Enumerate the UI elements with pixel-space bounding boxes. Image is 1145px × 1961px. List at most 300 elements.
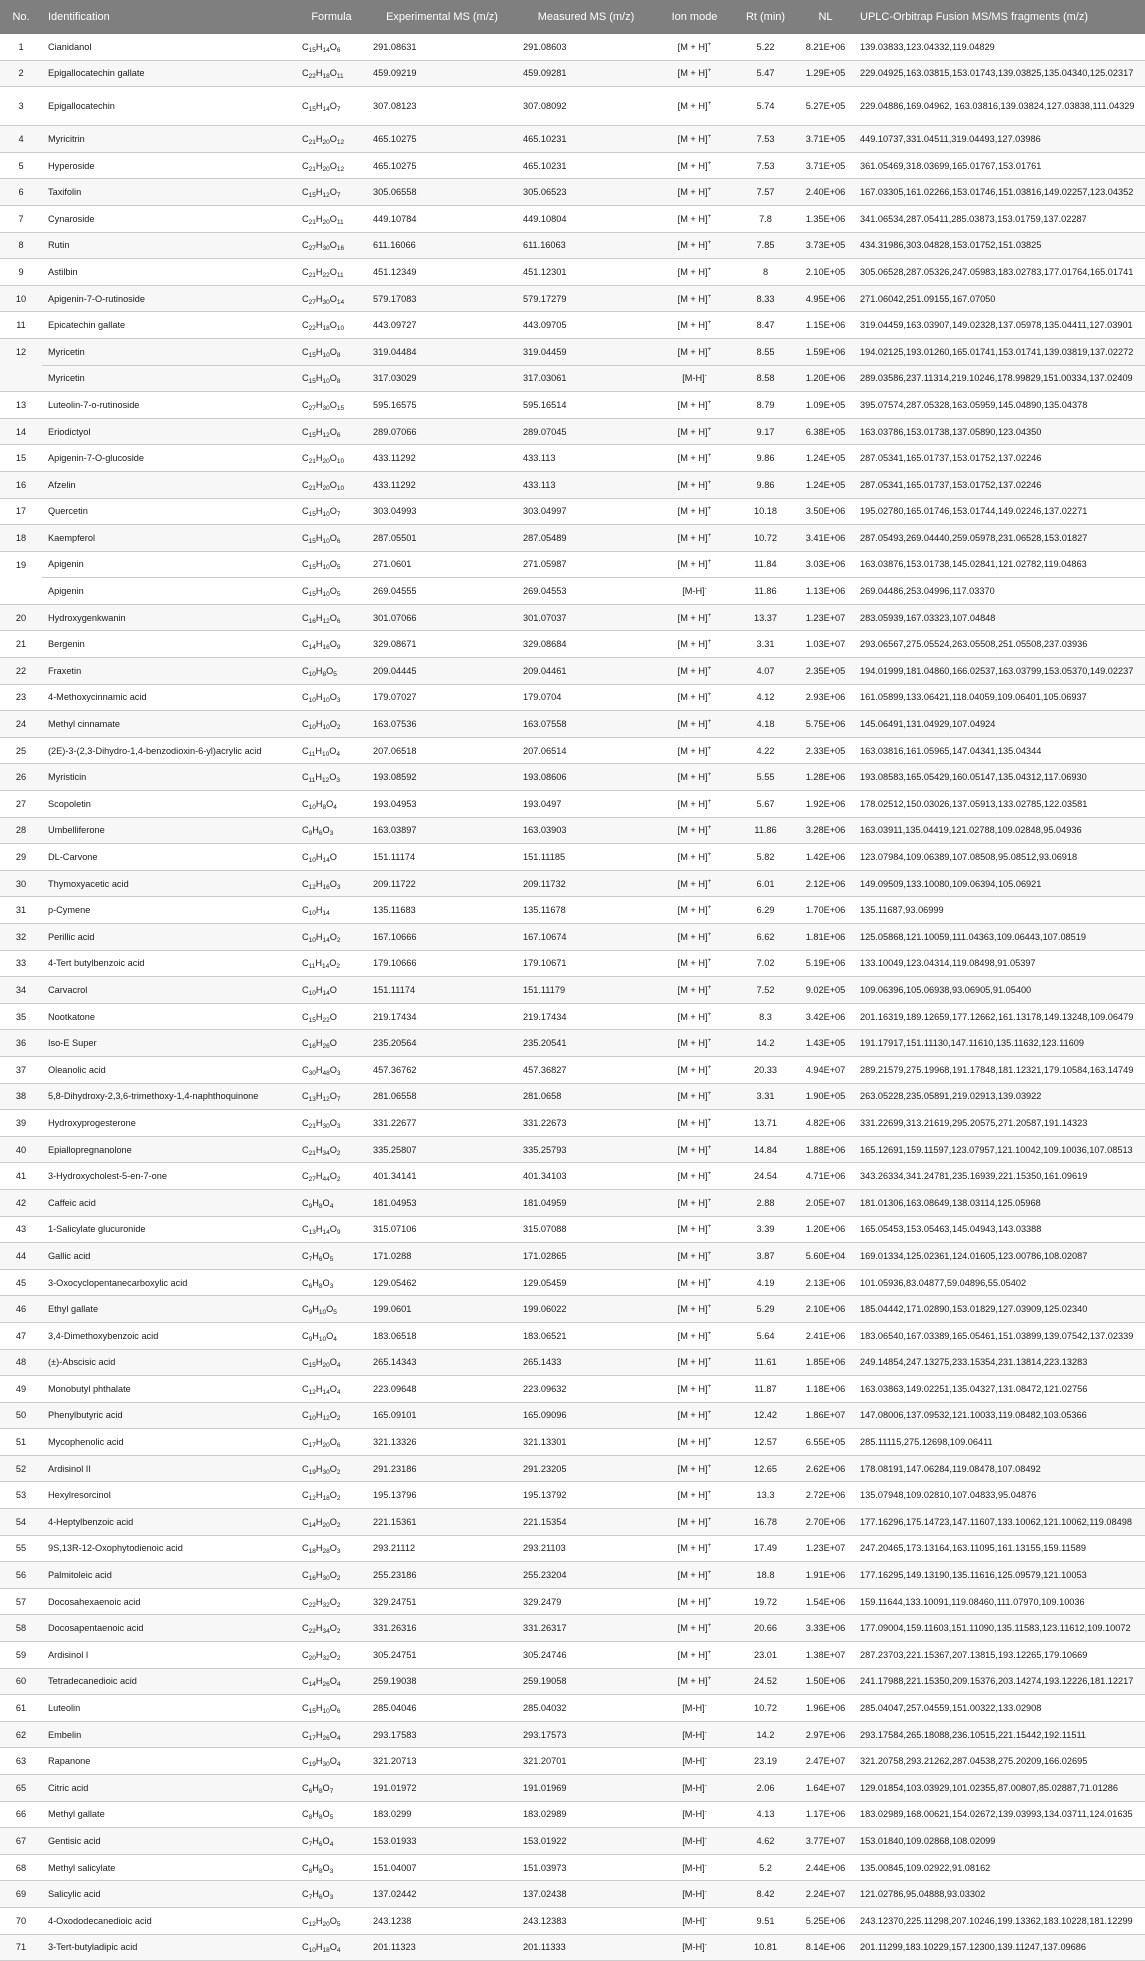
- ion-mode-cell: [M + H]+: [655, 604, 734, 631]
- formula-cell: $C_{15}H_{14}O_7$: [296, 87, 367, 126]
- identification-cell: Carvacrol: [42, 977, 296, 1004]
- formula-cell: $C_{10}H_{14}O_2$: [296, 924, 367, 951]
- experimental-ms-cell: 265.14343: [367, 1349, 517, 1376]
- table-row: [0, 924, 1145, 951]
- rt-cell: 11.87: [734, 1376, 797, 1403]
- no-cell: 46: [0, 1296, 42, 1323]
- table-row: [0, 950, 1145, 977]
- experimental-ms-cell: 163.03897: [367, 817, 517, 844]
- experimental-ms-cell: 207.06518: [367, 737, 517, 764]
- nl-cell: 2.47E+07: [797, 1748, 854, 1775]
- table-row: [0, 711, 1145, 738]
- experimental-ms-cell: 201.11323: [367, 1934, 517, 1961]
- no-cell: 67: [0, 1828, 42, 1855]
- rt-cell: 2.88: [734, 1189, 797, 1216]
- nl-cell: 4.94E+07: [797, 1056, 854, 1083]
- nl-cell: 5.19E+06: [797, 950, 854, 977]
- experimental-ms-cell: 595.16575: [367, 392, 517, 419]
- formula-cell: $C_{13}H_{14}O_9$: [296, 1216, 367, 1243]
- table-row: [0, 259, 1145, 286]
- identification-cell: Fraxetin: [42, 658, 296, 685]
- formula-cell: $C_{11}H_{12}O_3$: [296, 764, 367, 791]
- table-row: [0, 1721, 1145, 1748]
- no-cell: 11: [0, 312, 42, 339]
- table-row: [0, 1615, 1145, 1642]
- formula-cell: $C_{20}H_{32}O_2$: [296, 1642, 367, 1669]
- no-cell: 36: [0, 1030, 42, 1057]
- nl-cell: 2.40E+06: [797, 179, 854, 206]
- measured-ms-cell: 465.10231: [517, 126, 655, 153]
- fragments-cell: 201.16319,189.12659,177.12662,161.13178,149.13248,109.06479: [854, 1003, 1145, 1030]
- formula-cell: $C_{10}H_{10}O_3$: [296, 684, 367, 711]
- experimental-ms-cell: 329.08671: [367, 631, 517, 658]
- identification-cell: Ardisinol I: [42, 1642, 296, 1669]
- identification-cell: Docosahexaenoic acid: [42, 1588, 296, 1615]
- no-cell: 17: [0, 498, 42, 525]
- identification-cell: Hydroxygenkwanin: [42, 604, 296, 631]
- formula-cell: $C_{30}H_{48}O_3$: [296, 1056, 367, 1083]
- experimental-ms-cell: 301.07066: [367, 604, 517, 631]
- measured-ms-cell: 193.0497: [517, 791, 655, 818]
- fragments-cell: 194.02125,193.01260,165.01741,153.01741,139.03819,137.02272: [854, 338, 1145, 365]
- measured-ms-cell: 183.02989: [517, 1801, 655, 1828]
- no-cell: 37: [0, 1056, 42, 1083]
- no-cell: 55: [0, 1535, 42, 1562]
- experimental-ms-cell: 317.03029: [367, 365, 517, 392]
- ion-mode-cell: [M + H]+: [655, 34, 734, 60]
- nl-cell: 1.64E+07: [797, 1775, 854, 1802]
- table-row: [0, 1748, 1145, 1775]
- experimental-ms-cell: 401.34141: [367, 1163, 517, 1190]
- table-row: [0, 977, 1145, 1004]
- measured-ms-cell: 191.01969: [517, 1775, 655, 1802]
- identification-cell: Epigallocatechin: [42, 87, 296, 126]
- experimental-ms-cell: 193.04953: [367, 791, 517, 818]
- ion-mode-cell: [M + H]+: [655, 498, 734, 525]
- measured-ms-cell: 255.23204: [517, 1562, 655, 1589]
- table-row: [0, 1775, 1145, 1802]
- nl-cell: 1.59E+06: [797, 338, 854, 365]
- rt-cell: 9.86: [734, 445, 797, 472]
- fragments-cell: 287.05493,269.04440,259.05978,231.06528,153.01827: [854, 525, 1145, 552]
- rt-cell: 14.2: [734, 1030, 797, 1057]
- experimental-ms-cell: 305.06558: [367, 179, 517, 206]
- fragments-cell: 243.12370,225.11298,207.10246,199.13362,183.10228,181.12299: [854, 1907, 1145, 1934]
- fragments-cell: 165.05453,153.05463,145.04943,143.03388: [854, 1216, 1145, 1243]
- nl-cell: 3.41E+06: [797, 525, 854, 552]
- fragments-cell: 149.09509,133.10080,109.06394,105.06921: [854, 870, 1145, 897]
- fragments-cell: 191.17917,151.11130,147.11610,135.11632,123.11609: [854, 1030, 1145, 1057]
- rt-cell: 5.55: [734, 764, 797, 791]
- ion-mode-cell: [M + H]+: [655, 1642, 734, 1669]
- formula-cell: $C_{10}H_8O_4$: [296, 791, 367, 818]
- measured-ms-cell: 303.04997: [517, 498, 655, 525]
- nl-cell: 3.42E+06: [797, 1003, 854, 1030]
- nl-cell: 5.60E+04: [797, 1243, 854, 1270]
- fragments-cell: 169.01334,125.02361,124.01605,123.00786,108.02087: [854, 1243, 1145, 1270]
- measured-ms-cell: 465.10231: [517, 152, 655, 179]
- nl-cell: 1.81E+06: [797, 924, 854, 951]
- no-cell: 34: [0, 977, 42, 1004]
- rt-cell: 7.52: [734, 977, 797, 1004]
- identification-cell: p-Cymene: [42, 897, 296, 924]
- no-cell: 68: [0, 1854, 42, 1881]
- identification-cell: Caffeic acid: [42, 1189, 296, 1216]
- fragments-cell: 135.07948,109.02810,107.04833,95.04876: [854, 1482, 1145, 1509]
- no-cell: 70: [0, 1907, 42, 1934]
- experimental-ms-cell: 303.04993: [367, 498, 517, 525]
- table-row: [0, 1216, 1145, 1243]
- experimental-ms-cell: 611.16066: [367, 232, 517, 259]
- experimental-ms-cell: 163.07536: [367, 711, 517, 738]
- table-row: [0, 658, 1145, 685]
- formula-cell: $C_{15}H_{10}O_8$: [296, 365, 367, 392]
- ion-mode-cell: [M + H]+: [655, 126, 734, 153]
- measured-ms-cell: 291.23205: [517, 1455, 655, 1482]
- experimental-ms-cell: 195.13796: [367, 1482, 517, 1509]
- no-cell: 65: [0, 1775, 42, 1802]
- col-measured-ms: Measured MS (m/z): [517, 0, 655, 34]
- nl-cell: 8.21E+06: [797, 34, 854, 60]
- experimental-ms-cell: 151.11174: [367, 977, 517, 1004]
- rt-cell: 20.33: [734, 1056, 797, 1083]
- measured-ms-cell: 293.21103: [517, 1535, 655, 1562]
- ion-mode-cell: [M + H]+: [655, 259, 734, 286]
- ion-mode-cell: [M + H]+: [655, 1349, 734, 1376]
- rt-cell: 4.18: [734, 711, 797, 738]
- fragments-cell: 195.02780,165.01746,153.01744,149.02246,137.02271: [854, 498, 1145, 525]
- no-cell: 16: [0, 471, 42, 498]
- nl-cell: 2.12E+06: [797, 870, 854, 897]
- rt-cell: 24.52: [734, 1668, 797, 1695]
- ion-mode-cell: [M + H]+: [655, 392, 734, 419]
- rt-cell: 14.2: [734, 1721, 797, 1748]
- table-row: [0, 1455, 1145, 1482]
- nl-cell: 3.33E+06: [797, 1615, 854, 1642]
- measured-ms-cell: 151.03973: [517, 1854, 655, 1881]
- table-row: [0, 551, 1145, 578]
- experimental-ms-cell: 331.22677: [367, 1110, 517, 1137]
- identification-cell: Myricetin: [42, 365, 296, 392]
- formula-cell: $C_{22}H_{18}O_{10}$: [296, 312, 367, 339]
- experimental-ms-cell: 167.10666: [367, 924, 517, 951]
- no-cell: 53: [0, 1482, 42, 1509]
- formula-cell: $C_{21}H_{20}O_{11}$: [296, 205, 367, 232]
- identification-cell: Mycophenolic acid: [42, 1429, 296, 1456]
- ion-mode-cell: [M + H]+: [655, 1535, 734, 1562]
- table-row: [0, 418, 1145, 445]
- rt-cell: 5.22: [734, 34, 797, 60]
- header-row: [0, 0, 1145, 34]
- ion-mode-cell: [M-H]-: [655, 1854, 734, 1881]
- fragments-cell: 283.05939,167.03323,107.04848: [854, 604, 1145, 631]
- no-cell: 19: [0, 551, 42, 578]
- experimental-ms-cell: 281.06558: [367, 1083, 517, 1110]
- no-cell: 20: [0, 604, 42, 631]
- nl-cell: 2.10E+05: [797, 259, 854, 286]
- fragments-cell: 293.06567,275.05524,263.05508,251.05508,237.03936: [854, 631, 1145, 658]
- formula-cell: $C_{15}H_{10}O_6$: [296, 525, 367, 552]
- measured-ms-cell: 207.06514: [517, 737, 655, 764]
- measured-ms-cell: 321.13301: [517, 1429, 655, 1456]
- formula-cell: $C_{22}H_{18}O_{11}$: [296, 60, 367, 87]
- measured-ms-cell: 209.11732: [517, 870, 655, 897]
- ion-mode-cell: [M + H]+: [655, 1296, 734, 1323]
- table-row: [0, 1322, 1145, 1349]
- measured-ms-cell: 315.07088: [517, 1216, 655, 1243]
- formula-cell: $C_{10}H_{14}$: [296, 897, 367, 924]
- nl-cell: 2.13E+06: [797, 1269, 854, 1296]
- measured-ms-cell: 329.2479: [517, 1588, 655, 1615]
- measured-ms-cell: 321.20701: [517, 1748, 655, 1775]
- rt-cell: 8.47: [734, 312, 797, 339]
- ion-mode-cell: [M + H]+: [655, 1030, 734, 1057]
- ion-mode-cell: [M-H]-: [655, 1721, 734, 1748]
- no-cell: 50: [0, 1402, 42, 1429]
- measured-ms-cell: 459.09281: [517, 60, 655, 87]
- no-cell: 22: [0, 658, 42, 685]
- identification-cell: 4-Methoxycinnamic acid: [42, 684, 296, 711]
- table-row: [0, 471, 1145, 498]
- identification-cell: Hyperoside: [42, 152, 296, 179]
- rt-cell: 8.42: [734, 1881, 797, 1908]
- identification-cell: Salicylic acid: [42, 1881, 296, 1908]
- rt-cell: 4.62: [734, 1828, 797, 1855]
- experimental-ms-cell: 319.04484: [367, 338, 517, 365]
- experimental-ms-cell: 179.07027: [367, 684, 517, 711]
- measured-ms-cell: 301.07037: [517, 604, 655, 631]
- experimental-ms-cell: 199.0601: [367, 1296, 517, 1323]
- formula-cell: $C_{17}H_{20}O_6$: [296, 1429, 367, 1456]
- no-cell: 14: [0, 418, 42, 445]
- ion-mode-cell: [M + H]+: [655, 844, 734, 871]
- no-cell: 28: [0, 817, 42, 844]
- no-cell: 29: [0, 844, 42, 871]
- table-row: [0, 1907, 1145, 1934]
- rt-cell: 13.71: [734, 1110, 797, 1137]
- table-row: [0, 1083, 1145, 1110]
- rt-cell: 9.17: [734, 418, 797, 445]
- identification-cell: Myristicin: [42, 764, 296, 791]
- no-cell: 61: [0, 1695, 42, 1722]
- identification-cell: Astilbin: [42, 259, 296, 286]
- no-cell: 1: [0, 34, 42, 60]
- experimental-ms-cell: 209.04445: [367, 658, 517, 685]
- identification-cell: (±)-Abscisic acid: [42, 1349, 296, 1376]
- measured-ms-cell: 221.15354: [517, 1509, 655, 1536]
- fragments-cell: 177.09004,159.11603,151.11090,135.11583,123.11612,109.10072: [854, 1615, 1145, 1642]
- ion-mode-cell: [M + H]+: [655, 1243, 734, 1270]
- ion-mode-cell: [M + H]+: [655, 1615, 734, 1642]
- measured-ms-cell: 153.01922: [517, 1828, 655, 1855]
- experimental-ms-cell: 305.24751: [367, 1642, 517, 1669]
- rt-cell: 20.66: [734, 1615, 797, 1642]
- rt-cell: 8.55: [734, 338, 797, 365]
- table-row: [0, 312, 1145, 339]
- experimental-ms-cell: 223.09648: [367, 1376, 517, 1403]
- nl-cell: 6.55E+05: [797, 1429, 854, 1456]
- formula-cell: $C_{21}H_{30}O_3$: [296, 1110, 367, 1137]
- no-cell: 12: [0, 338, 42, 365]
- rt-cell: 10.72: [734, 1695, 797, 1722]
- rt-cell: 11.84: [734, 551, 797, 578]
- identification-cell: Gentisic acid: [42, 1828, 296, 1855]
- nl-cell: 1.86E+07: [797, 1402, 854, 1429]
- no-cell: 13: [0, 392, 42, 419]
- no-cell: [0, 365, 42, 392]
- table-row: [0, 1349, 1145, 1376]
- fragments-cell: 343.26334,341.24781,235.16939,221.15350,161.09619: [854, 1163, 1145, 1190]
- identification-cell: Gallic acid: [42, 1243, 296, 1270]
- table-row: [0, 1562, 1145, 1589]
- ion-mode-cell: [M + H]+: [655, 817, 734, 844]
- col-nl: NL: [797, 0, 854, 34]
- ion-mode-cell: [M + H]+: [655, 1402, 734, 1429]
- ion-mode-cell: [M-H]-: [655, 1695, 734, 1722]
- rt-cell: 24.54: [734, 1163, 797, 1190]
- no-cell: 38: [0, 1083, 42, 1110]
- formula-cell: $C_{22}H_{32}O_2$: [296, 1588, 367, 1615]
- no-cell: 5: [0, 152, 42, 179]
- table-row: [0, 1695, 1145, 1722]
- table-row: [0, 1429, 1145, 1456]
- measured-ms-cell: 281.0658: [517, 1083, 655, 1110]
- identification-cell: Cynaroside: [42, 205, 296, 232]
- experimental-ms-cell: 293.17583: [367, 1721, 517, 1748]
- formula-cell: $C_{21}H_{22}O_{11}$: [296, 259, 367, 286]
- no-cell: 48: [0, 1349, 42, 1376]
- formula-cell: $C_{21}H_{20}O_{12}$: [296, 152, 367, 179]
- measured-ms-cell: 291.08603: [517, 34, 655, 60]
- formula-cell: $C_9H_{10}O_5$: [296, 1296, 367, 1323]
- ion-mode-cell: [M + H]+: [655, 285, 734, 312]
- identification-cell: (2E)-3-(2,3-Dihydro-1,4-benzodioxin-6-yl)acrylic acid: [42, 737, 296, 764]
- measured-ms-cell: 329.08684: [517, 631, 655, 658]
- identification-cell: Iso-E Super: [42, 1030, 296, 1057]
- formula-cell: $C_{12}H_{20}O_5$: [296, 1907, 367, 1934]
- rt-cell: 5.82: [734, 844, 797, 871]
- identification-cell: Taxifolin: [42, 179, 296, 206]
- table-row: [0, 1482, 1145, 1509]
- no-cell: 7: [0, 205, 42, 232]
- measured-ms-cell: 235.20541: [517, 1030, 655, 1057]
- fragments-cell: 163.03816,161.05965,147.04341,135.04344: [854, 737, 1145, 764]
- ion-mode-cell: [M-H]-: [655, 1801, 734, 1828]
- no-cell: 60: [0, 1668, 42, 1695]
- formula-cell: $C_{10}H_{10}O_2$: [296, 711, 367, 738]
- experimental-ms-cell: 137.02442: [367, 1881, 517, 1908]
- nl-cell: 3.03E+06: [797, 551, 854, 578]
- ion-mode-cell: [M + H]+: [655, 1588, 734, 1615]
- measured-ms-cell: 401.34103: [517, 1163, 655, 1190]
- table-row: [0, 87, 1145, 126]
- ion-mode-cell: [M + H]+: [655, 737, 734, 764]
- col-experimental-ms: Experimental MS (m/z): [367, 0, 517, 34]
- measured-ms-cell: 179.10671: [517, 950, 655, 977]
- table-row: [0, 604, 1145, 631]
- table-row: [0, 338, 1145, 365]
- measured-ms-cell: 449.10804: [517, 205, 655, 232]
- ion-mode-cell: [M + H]+: [655, 1110, 734, 1137]
- nl-cell: 1.15E+06: [797, 312, 854, 339]
- rt-cell: 8.3: [734, 1003, 797, 1030]
- measured-ms-cell: 201.11333: [517, 1934, 655, 1961]
- table-row: [0, 232, 1145, 259]
- fragments-cell: 183.02989,168.00621,154.02672,139.03993,134.03711,124.01635: [854, 1801, 1145, 1828]
- experimental-ms-cell: 191.01972: [367, 1775, 517, 1802]
- col-fragments: UPLC-Orbitrap Fusion MS/MS fragments (m/z): [854, 0, 1145, 34]
- ion-mode-cell: [M + H]+: [655, 1562, 734, 1589]
- fragments-cell: 177.16296,175.14723,147.11607,133.10062,121.10062,119.08498: [854, 1509, 1145, 1536]
- col-ion-mode: Ion mode: [655, 0, 734, 34]
- formula-cell: $C_{12}H_{14}O_4$: [296, 1376, 367, 1403]
- nl-cell: 3.73E+05: [797, 232, 854, 259]
- experimental-ms-cell: 307.08123: [367, 87, 517, 126]
- nl-cell: 1.85E+06: [797, 1349, 854, 1376]
- identification-cell: Apigenin-7-O-glucoside: [42, 445, 296, 472]
- formula-cell: $C_{27}H_{30}O_{15}$: [296, 392, 367, 419]
- nl-cell: 1.90E+05: [797, 1083, 854, 1110]
- measured-ms-cell: 209.04461: [517, 658, 655, 685]
- formula-cell: $C_{10}H_8O_5$: [296, 658, 367, 685]
- rt-cell: 11.86: [734, 578, 797, 605]
- rt-cell: 6.01: [734, 870, 797, 897]
- nl-cell: 1.28E+06: [797, 764, 854, 791]
- fragments-cell: 129.01854,103.03929,101.02355,87.00807,85.02887,71.01286: [854, 1775, 1145, 1802]
- no-cell: 43: [0, 1216, 42, 1243]
- rt-cell: 18.8: [734, 1562, 797, 1589]
- no-cell: 66: [0, 1801, 42, 1828]
- experimental-ms-cell: 329.24751: [367, 1588, 517, 1615]
- measured-ms-cell: 305.24746: [517, 1642, 655, 1669]
- experimental-ms-cell: 219.17434: [367, 1003, 517, 1030]
- formula-cell: $C_9H_8O_4$: [296, 1189, 367, 1216]
- ion-mode-cell: [M + H]+: [655, 445, 734, 472]
- measured-ms-cell: 611.16063: [517, 232, 655, 259]
- measured-ms-cell: 259.19058: [517, 1668, 655, 1695]
- formula-cell: $C_{10}H_{18}O_4$: [296, 1934, 367, 1961]
- no-cell: 9: [0, 259, 42, 286]
- ion-mode-cell: [M + H]+: [655, 1455, 734, 1482]
- identification-cell: Rutin: [42, 232, 296, 259]
- nl-cell: 4.71E+06: [797, 1163, 854, 1190]
- ion-mode-cell: [M + H]+: [655, 1003, 734, 1030]
- measured-ms-cell: 137.02438: [517, 1881, 655, 1908]
- table-row: [0, 1056, 1145, 1083]
- table-row: [0, 1535, 1145, 1562]
- fragments-cell: 287.05341,165.01737,153.01752,137.02246: [854, 471, 1145, 498]
- nl-cell: 1.23E+07: [797, 604, 854, 631]
- measured-ms-cell: 219.17434: [517, 1003, 655, 1030]
- ion-mode-cell: [M-H]-: [655, 1775, 734, 1802]
- fragments-cell: 133.10049,123.04314,119.08498,91.05397: [854, 950, 1145, 977]
- table-row: [0, 152, 1145, 179]
- ion-mode-cell: [M + H]+: [655, 897, 734, 924]
- fragments-cell: 167.03305,161.02266,153.01746,151.03816,149.02257,123.04352: [854, 179, 1145, 206]
- formula-cell: $C_{17}H_{26}O_4$: [296, 1721, 367, 1748]
- fragments-cell: 271.06042,251.09155,167.07050: [854, 285, 1145, 312]
- no-cell: 71: [0, 1934, 42, 1961]
- measured-ms-cell: 183.06521: [517, 1322, 655, 1349]
- rt-cell: 5.64: [734, 1322, 797, 1349]
- experimental-ms-cell: 293.21112: [367, 1535, 517, 1562]
- table-row: [0, 764, 1145, 791]
- identification-cell: Luteolin-7-o-rutinoside: [42, 392, 296, 419]
- identification-cell: Luteolin: [42, 1695, 296, 1722]
- ion-mode-cell: [M + H]+: [655, 1216, 734, 1243]
- identification-cell: Docosapentaenoic acid: [42, 1615, 296, 1642]
- identification-cell: 9S,13R-12-Oxophytodienoic acid: [42, 1535, 296, 1562]
